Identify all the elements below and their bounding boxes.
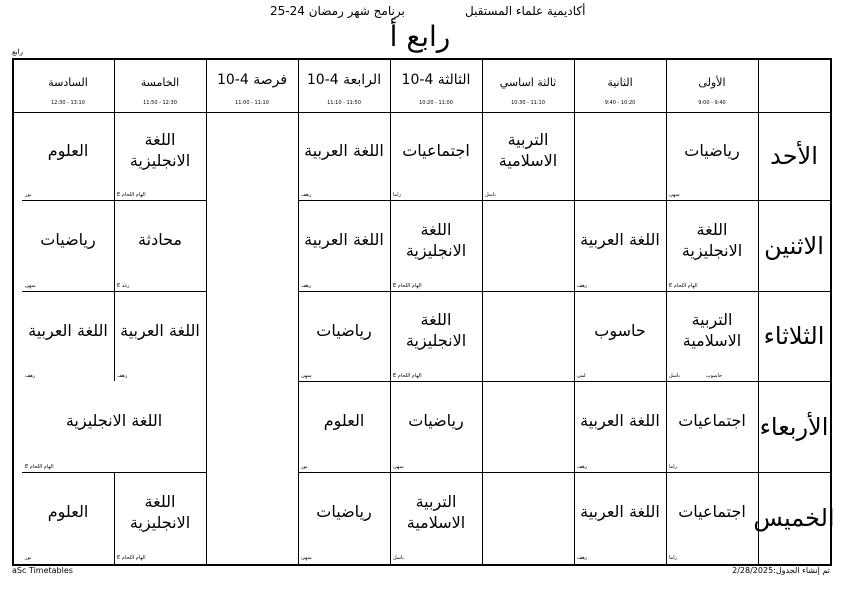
lesson-cell[interactable] bbox=[206, 381, 298, 472]
lesson-teacher: راما bbox=[393, 192, 402, 198]
lesson-teacher: راما bbox=[669, 555, 678, 561]
lesson-subject: رياضيات bbox=[408, 411, 464, 430]
day-label: الثلاثاء bbox=[763, 322, 825, 350]
lesson-teacher: E الهام اللحام bbox=[117, 192, 146, 198]
lesson-cell[interactable] bbox=[390, 291, 482, 381]
lesson-cell[interactable] bbox=[298, 200, 390, 291]
lesson-cell[interactable] bbox=[574, 381, 666, 472]
corner-class-label: رابع bbox=[12, 48, 23, 56]
lesson-teacher: سهى bbox=[301, 373, 312, 379]
lesson-teacher: نور bbox=[25, 555, 32, 561]
lesson-teacher: نور bbox=[25, 192, 32, 198]
lesson-cell[interactable] bbox=[482, 200, 574, 291]
timetable-grid bbox=[12, 58, 835, 566]
lesson-cell[interactable] bbox=[298, 291, 390, 381]
period-name: الرابعة 4-10 bbox=[306, 72, 382, 88]
lesson-teacher: باسل bbox=[485, 192, 496, 198]
lesson-teacher: رهف bbox=[117, 373, 128, 379]
lesson-cell[interactable] bbox=[114, 291, 206, 381]
lesson-cell[interactable] bbox=[22, 112, 114, 200]
day-label: الاثنين bbox=[764, 231, 824, 260]
lesson-cell[interactable] bbox=[114, 200, 206, 291]
lesson-teacher: سهى bbox=[669, 192, 680, 198]
lesson-cell[interactable] bbox=[390, 200, 482, 291]
period-header bbox=[22, 60, 114, 112]
lesson-subject: اجتماعيات bbox=[678, 411, 746, 430]
day-label: الأربعاء bbox=[759, 412, 829, 441]
lesson-subject: رياضيات bbox=[40, 230, 96, 249]
period-name: السادسة bbox=[48, 76, 88, 89]
lesson-subject: التربية الاسلامية bbox=[682, 310, 742, 350]
lesson-teacher: سهى bbox=[25, 283, 36, 289]
lesson-cell[interactable] bbox=[666, 291, 758, 381]
lesson-cell[interactable] bbox=[482, 291, 574, 381]
lesson-teacher: E الهام اللحام bbox=[393, 283, 422, 289]
lesson-teacher: E رغد bbox=[117, 283, 130, 289]
lesson-subject: حاسوب bbox=[594, 320, 646, 340]
lesson-cell[interactable] bbox=[574, 200, 666, 291]
lesson-teacher: رهف bbox=[25, 373, 36, 379]
period-time: 11:50 - 12:30 bbox=[143, 100, 177, 106]
period-name: ثالثة اساسي bbox=[499, 76, 557, 89]
lesson-subject: اللغة العربية bbox=[304, 230, 384, 249]
lesson-cell[interactable] bbox=[206, 291, 298, 381]
lesson-cell[interactable] bbox=[666, 200, 758, 291]
lesson-cell[interactable] bbox=[482, 472, 574, 563]
lesson-cell[interactable] bbox=[206, 112, 298, 200]
lesson-subject: اللغة الانجليزية bbox=[65, 411, 163, 430]
lesson-cell[interactable] bbox=[482, 381, 574, 472]
period-header bbox=[298, 60, 390, 112]
lesson-teacher: E الهام اللحام bbox=[669, 283, 698, 289]
lesson-subject: اجتماعيات bbox=[678, 502, 746, 521]
lesson-subject: اللغة العربية bbox=[580, 411, 660, 430]
lesson-cell[interactable] bbox=[114, 472, 206, 563]
lesson-teacher: باسل bbox=[393, 555, 404, 561]
lesson-subject: اللغة الانجليزية bbox=[681, 219, 743, 260]
lesson-teacher: لمى bbox=[577, 373, 586, 379]
lesson-cell[interactable] bbox=[298, 112, 390, 200]
lesson-cell[interactable] bbox=[390, 472, 482, 563]
lesson-subject: العلوم bbox=[323, 411, 365, 430]
period-header bbox=[666, 60, 758, 112]
lesson-teacher: سهى bbox=[393, 464, 404, 470]
period-header bbox=[574, 60, 666, 112]
lesson-cell[interactable] bbox=[206, 200, 298, 291]
period-name: الثانية bbox=[607, 76, 633, 89]
lesson-cell[interactable] bbox=[666, 381, 758, 472]
period-time: 12:30 - 13:10 bbox=[51, 100, 85, 106]
lesson-teacher: E الهام اللحام bbox=[393, 373, 422, 379]
period-name: فرصة 4-10 bbox=[216, 72, 288, 88]
lesson-teacher: E الهام اللحام bbox=[117, 555, 146, 561]
lesson-room: حاسوب bbox=[706, 373, 723, 379]
lesson-subject: اللغة الانجليزية bbox=[129, 130, 191, 170]
day-label: الخميس bbox=[753, 503, 835, 532]
lesson-subject: محادثة bbox=[138, 230, 182, 249]
lesson-cell[interactable] bbox=[574, 112, 666, 200]
lesson-cell[interactable] bbox=[390, 381, 482, 472]
lesson-cell[interactable] bbox=[666, 472, 758, 563]
footer-brand: aSc Timetables bbox=[12, 566, 73, 575]
period-time: 10:20 - 11:00 bbox=[419, 100, 453, 106]
lesson-subject: اللغة العربية bbox=[28, 320, 108, 340]
period-time: 11:00 - 11:10 bbox=[235, 100, 269, 106]
lesson-subject: اللغة الانجليزية bbox=[405, 310, 467, 350]
lesson-cell[interactable] bbox=[22, 381, 206, 472]
lesson-subject: اللغة الانجليزية bbox=[405, 219, 467, 260]
lesson-cell[interactable] bbox=[206, 472, 298, 563]
lesson-teacher: رهف bbox=[577, 555, 588, 561]
lesson-cell[interactable] bbox=[298, 381, 390, 472]
lesson-subject: رياضيات bbox=[316, 502, 372, 521]
lesson-cell[interactable] bbox=[390, 112, 482, 200]
program-name: برنامج شهر رمضان 24-25 bbox=[270, 4, 405, 18]
lesson-subject: اللغة العربية bbox=[304, 140, 384, 160]
lesson-teacher: نور bbox=[301, 464, 308, 470]
lesson-subject: رياضيات bbox=[684, 140, 740, 160]
lesson-cell[interactable] bbox=[482, 112, 574, 200]
lesson-cell[interactable] bbox=[114, 112, 206, 200]
lesson-subject: اجتماعيات bbox=[402, 140, 470, 160]
lesson-teacher: باسل bbox=[669, 373, 680, 379]
lesson-cell[interactable] bbox=[22, 200, 114, 291]
lesson-teacher: سهى bbox=[301, 555, 312, 561]
period-name: الأولى bbox=[698, 76, 726, 89]
lesson-subject: رياضيات bbox=[316, 320, 372, 340]
day-label: الأحد bbox=[770, 142, 818, 170]
footer-created-date: تم إنشاء الجدول:2/28/2025 bbox=[732, 566, 830, 575]
period-time: 9:00 - 9:40 bbox=[698, 100, 726, 106]
lesson-subject: اللغة الانجليزية bbox=[129, 491, 191, 532]
period-header bbox=[206, 60, 298, 112]
lesson-teacher: رهف bbox=[301, 192, 312, 198]
period-name: الخامسة bbox=[140, 76, 180, 89]
lesson-teacher: رهف bbox=[577, 464, 588, 470]
lesson-cell[interactable] bbox=[666, 112, 758, 200]
period-time: 10:30 - 11:10 bbox=[511, 100, 545, 106]
period-header bbox=[114, 60, 206, 112]
lesson-subject: العلوم bbox=[47, 502, 89, 521]
lesson-subject: العلوم bbox=[47, 140, 89, 160]
period-header bbox=[482, 60, 574, 112]
lesson-subject: التربية الاسلامية bbox=[498, 130, 558, 170]
lesson-cell[interactable] bbox=[574, 472, 666, 563]
period-name: الثالثة 4-10 bbox=[401, 72, 471, 88]
lesson-subject: اللغة العربية bbox=[580, 502, 660, 521]
lesson-teacher: رهف bbox=[577, 283, 588, 289]
lesson-cell[interactable] bbox=[298, 472, 390, 563]
lesson-teacher: راما bbox=[669, 464, 678, 470]
lesson-cell[interactable] bbox=[22, 291, 114, 381]
lesson-cell[interactable] bbox=[22, 472, 114, 563]
lesson-cell[interactable] bbox=[574, 291, 666, 381]
lesson-teacher: رهف bbox=[301, 283, 312, 289]
page-title: رابع أ bbox=[389, 20, 451, 53]
period-header bbox=[390, 60, 482, 112]
lesson-teacher: E الهام اللحام bbox=[25, 464, 54, 470]
lesson-subject: التربية الاسلامية bbox=[406, 491, 466, 532]
period-time: 11:10 - 11:50 bbox=[327, 100, 361, 106]
period-time: 9:40 - 10:20 bbox=[604, 100, 636, 106]
school-name: أكاديمية علماء المستقبل bbox=[465, 4, 586, 18]
lesson-subject: اللغة العربية bbox=[120, 320, 200, 340]
lesson-subject: اللغة العربية bbox=[580, 230, 660, 249]
